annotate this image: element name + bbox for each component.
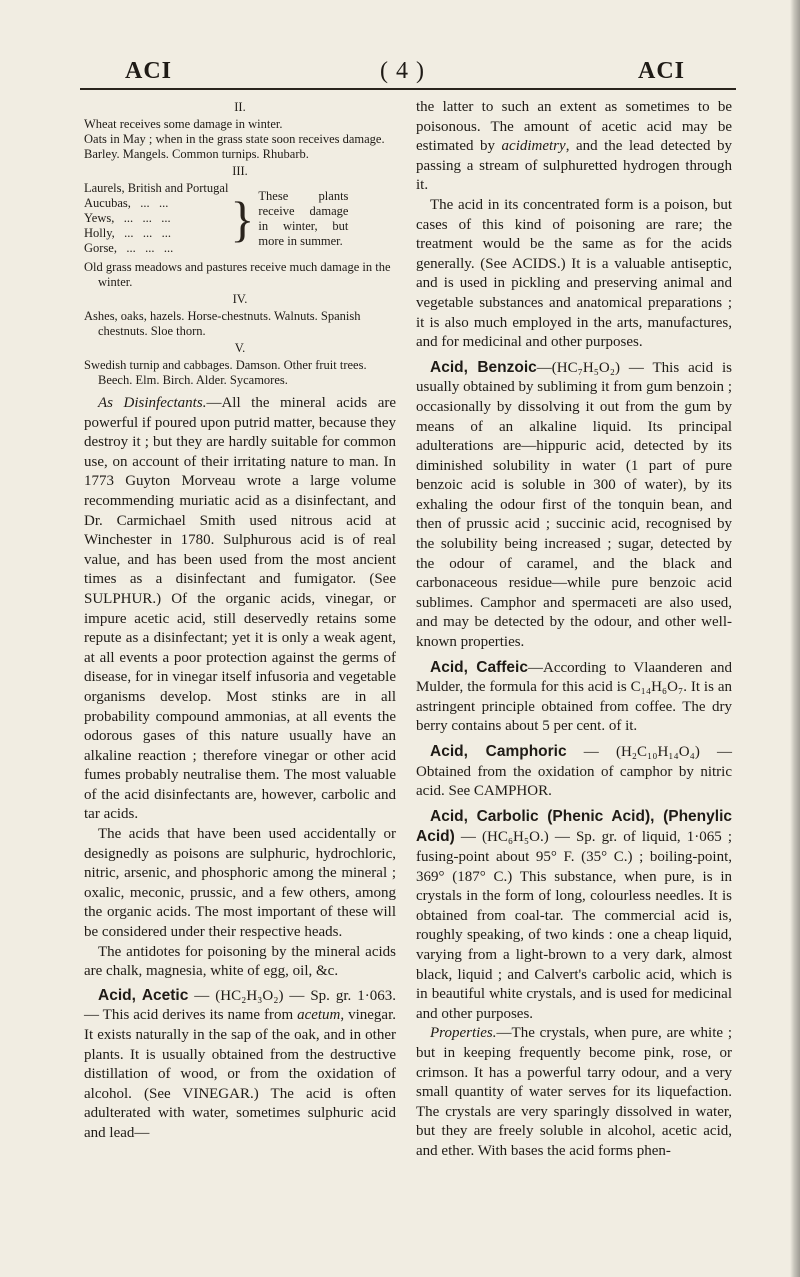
entry-heading: Acid, Benzoic bbox=[430, 358, 537, 376]
running-head-right: ACI bbox=[638, 58, 686, 84]
entry-acetic bbox=[84, 986, 396, 1144]
text-line: Swedish turnip and cabbages. Damson. Other fruit trees. Beech. Elm. Birch. Alder. Sycamores. bbox=[84, 358, 367, 387]
plant-name: Aucubas, ... ... bbox=[84, 196, 169, 210]
italic-word: acetum bbox=[297, 1007, 341, 1024]
paragraph: The acid in its concentrated form is a poison, but cases of this kind of poisoning are rare; the treatment would be the same as for the acids generally. (See ACIDS.) It is a valuable antiseptic, and is used in pickling and preserving animal and vegetable substances and anatomical preparations ; it is also much employed in the arts, manufactures, and for medicinal and other purposes. bbox=[416, 196, 732, 351]
entry-camphoric bbox=[416, 742, 732, 802]
section-number: V. bbox=[234, 341, 246, 355]
entry-text: , vinegar. It exists naturally in the sap of the oak, and in other plants. It is usually obtained from the destructive distillation of wood, or from the oxidation of alcohol. (See VINEGAR.) The acid is often adulterated with water, sometimes sulphuric acid and lead— bbox=[84, 1007, 396, 1141]
running-head-left: ACI bbox=[125, 58, 173, 84]
entry-heading: Acid, Caffeic bbox=[430, 658, 528, 676]
plant-names bbox=[84, 181, 228, 256]
text-line: Oats in May ; when in the grass state soon receives damage. bbox=[84, 132, 385, 146]
entry-caffeic bbox=[416, 658, 732, 737]
plant-note: These plants receive damage in winter, but more in summer. bbox=[258, 188, 349, 248]
entry-heading: Acid, Acetic bbox=[98, 986, 189, 1004]
entry-text: —According to Vlaanderen and Mulder, the formula for this acid is C₁₄H₆O₇. It is an astringent principle obtained from coffee. The dry berry contains about 5 per cent. of it. bbox=[416, 659, 732, 735]
paragraph: The acids that have been used accidentally or designedly as poisons are sulphuric, hydrochloric, nitric, arsenic, and phosphoric among the mineral ; oxalic, meconic, prussic, and a few others, among the organic acids. The most important of these will be considered under their respective heads. bbox=[84, 826, 396, 941]
right-column bbox=[416, 98, 732, 1161]
italic-word: acidimetry bbox=[501, 138, 566, 155]
header-rule bbox=[80, 88, 736, 90]
paragraph-text: —All the mineral acids are powerful if poured upon putrid matter, because they destroy it ; but they are hardly suitable for common use, on account of their irritating nature to man. In 1773 Guyton Morveau wrote a large volume recommending muriatic acid as a disinfectant, and Dr. Carmichael Smith used nitrous acid at Winchester in 1780. Sulphurous acid is of real value, and has been used from the most ancient times as a disinfectant and fumigator. (See SULPHUR.) Of the organic acids, vinegar, or impure acetic acid, still deservedly retains some repute as a disinfectant; yet it is only a weak agent, at all events a poor protection against the germs of disease, for in vinegar itself infusoria and vegetable organisms develop. Most stinks are in all probability compound ammonias, at all events the odorous gases of this nature usually have an alkaline reaction ; therefore vinegar or other acid fumes probably neutralise them. The most valuable of the acid disinfectants are, however, carbolic and tar acids. bbox=[84, 395, 397, 823]
left-column bbox=[84, 98, 396, 1144]
text-line: Ashes, oaks, hazels. Horse-chestnuts. Walnuts. Spanish chestnuts. Sloe thorn. bbox=[84, 309, 361, 338]
entry-text: — (HC₂H₃O₂) — Sp. gr. 1·063. — This acid derives its name from bbox=[84, 987, 397, 1024]
paragraph bbox=[416, 1024, 732, 1161]
text-line: Barley. Mangels. Common turnips. Rhubarb. bbox=[84, 147, 309, 161]
paragraph: The antidotes for poisoning by the mineral acids are chalk, magnesia, white of egg, oil, &c. bbox=[84, 943, 396, 980]
plant-name: Laurels, British and Portugal bbox=[84, 181, 229, 195]
text-line: Wheat receives some damage in winter. bbox=[84, 117, 283, 131]
plant-name: Yews, ... ... ... bbox=[84, 211, 171, 225]
italic-heading: As Disinfectants. bbox=[98, 395, 207, 411]
paragraph-text: —The crystals, when pure, are white ; but in keeping frequently become pink, rose, or crimson. It has a powerful tarry odour, and a very small quantity of water serves for its liquefaction. The crystals are very sparingly dissolved in water, but they are freely soluble in alcohol, acetic acid, and ether. With bases the acid forms phen- bbox=[416, 1025, 732, 1159]
brace-glyph: } bbox=[230, 190, 255, 247]
plant-list bbox=[84, 181, 396, 256]
entry-heading: Acid, Camphoric bbox=[430, 743, 567, 760]
paragraph-text: the latter to such an extent as sometimes to be poisonous. The amount of acetic acid may be estimated by bbox=[416, 99, 732, 155]
paragraph-text: , and the lead detected by passing a stream of sulphuretted hydrogen through it. bbox=[416, 138, 732, 194]
page-edge bbox=[790, 0, 800, 1277]
text-line: Old grass meadows and pastures receive much damage in the winter. bbox=[84, 260, 391, 289]
entry-text: —(HC₇H₅O₂) — This acid is usually obtained by subliming it from gum benzoin ; occasionally by dissolving it out from the gum by means of an alkaline liquid. Its principal adulterations are—hippuric acid, detected by its diminished solubility in water (1 part of pure benzoic acid is soluble in 300 of water), by its exhaling the odour first of the tonquin bean, and then of prussic acid ; succinic acid, recognised by the solubility being increased ; sugar, detected by the odour of caramel, and the black and carbonaceous residue—while pure benzoic acid sublimes. Camphor and spermaceti are also used, and may be detected by the odour, and other well-known properties. bbox=[416, 359, 732, 651]
section-number: IV. bbox=[232, 292, 248, 306]
entry-benzoic bbox=[416, 358, 732, 653]
italic-heading: Properties. bbox=[430, 1025, 497, 1042]
page-number: ( 4 ) bbox=[380, 58, 425, 84]
section-number: II. bbox=[234, 100, 246, 114]
paragraph bbox=[416, 98, 732, 196]
section-number: III. bbox=[232, 164, 248, 178]
entry-text: — (HC₆H₅O.) — Sp. gr. of liquid, 1·065 ; fusing-point about 95° F. (35° C.) ; boiling-point, 369° (187° C.) This substance, when pure, is in crystals in the form of long, colourless needles. It is obtained from coal-tar. The commercial acid is, roughly speaking, of two kinds : one a cheap liquid, varying from a light-brown to a very dark, almost black, liquid ; and Calvert's carbolic acid, which is in beautiful white crystals, and is used for medicinal and other purposes. bbox=[416, 829, 732, 1022]
entry-text: — (H₂C₁₀H₁₄O₄) — Obtained from the oxidation of camphor by nitric acid. See CAMPHOR. bbox=[416, 744, 732, 800]
paragraph bbox=[84, 394, 396, 825]
plant-name: Gorse, ... ... ... bbox=[84, 241, 174, 255]
entry-heading: Acid, Carbolic (Phenic Acid), (Phenylic Acid) bbox=[416, 807, 732, 846]
plant-name: Holly, ... ... ... bbox=[84, 226, 172, 240]
entry-carbolic bbox=[416, 807, 732, 1025]
